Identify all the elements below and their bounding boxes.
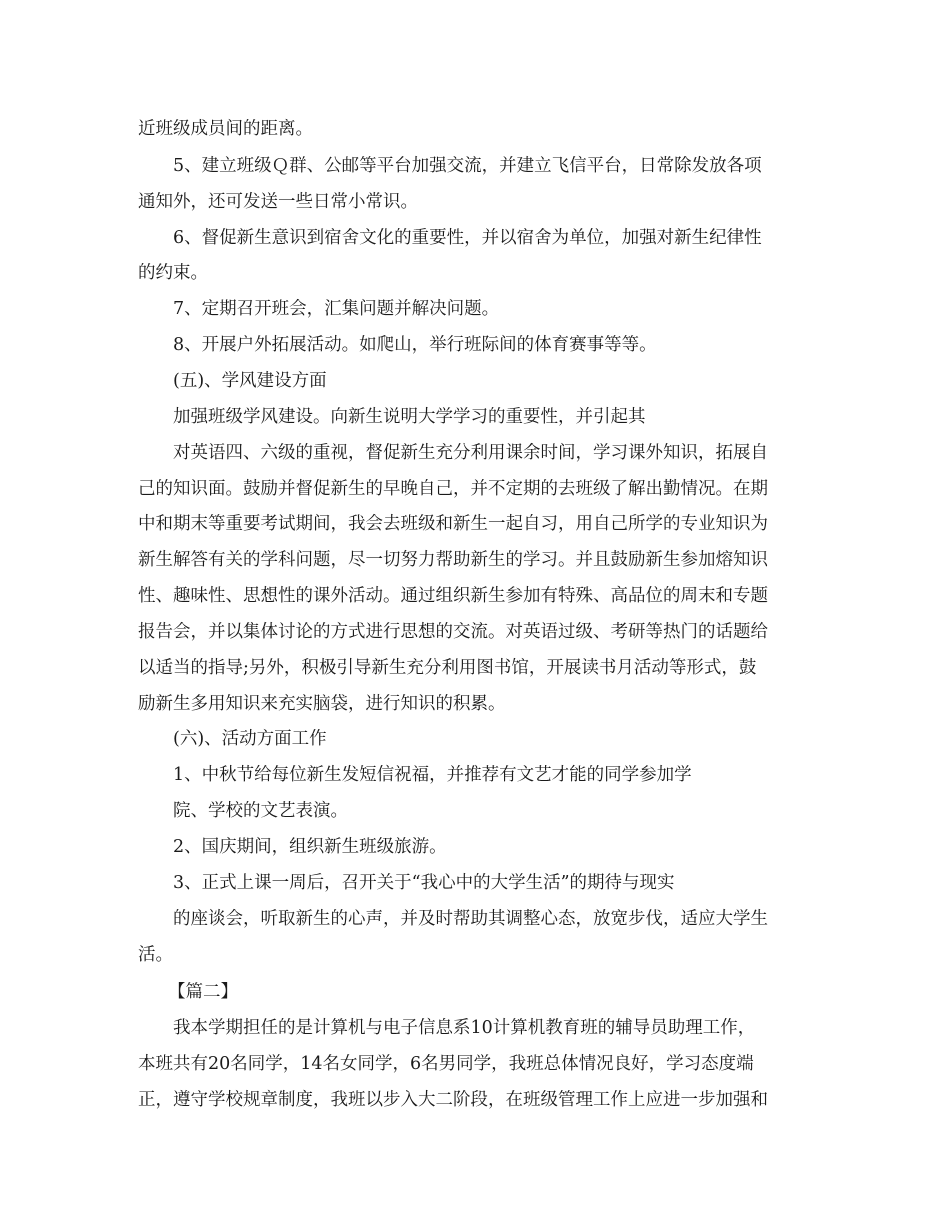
text-line: 加强班级学风建设。向新生说明大学学习的重要性，并引起其 [173,407,646,427]
text-line: 5、建立班级Ｑ群、公邮等平台加强交流，并建立飞信平台，日常除发放各项 [173,156,762,176]
text-line: 正，遵守学校规章制度，我班以步入大二阶段，在班级管理工作上应进一步加强和 [138,1090,768,1110]
text-line: 新生解答有关的学科问题，尽一切努力帮助新生的学习。并且鼓励新生参加熔知识 [138,550,768,570]
text-line: 的约束。 [138,263,208,283]
text-line: 近班级成员间的距离。 [138,119,313,139]
text-line: 3、正式上课一周后，召开关于“我心中的大学生活”的期待与现实 [173,873,675,893]
text-line: 的座谈会，听取新生的心声，并及时帮助其调整心态，放宽步伐，适应大学生 [173,909,768,929]
text-line: 6、督促新生意识到宿舍文化的重要性，并以宿舍为单位，加强对新生纪律性 [173,228,762,248]
text-line: 院、学校的文艺表演。 [173,801,348,821]
part-heading: 【篇二】 [168,982,238,1002]
text-line: 2、国庆期间，组织新生班级旅游。 [173,837,447,857]
text-line: 8、开展户外拓展活动。如爬山，举行班际间的体育赛事等等。 [173,335,657,355]
text-line: 我本学期担任的是计算机与电子信息系10计算机教育班的辅导员助理工作， [173,1018,756,1038]
section-heading: (五)、学风建设方面 [173,371,327,391]
text-line: 以适当的指导;另外，积极引导新生充分利用图书馆，开展读书月活动等形式，鼓 [138,658,757,678]
text-line: 励新生多用知识来充实脑袋，进行知识的积累。 [138,694,506,714]
text-line: 本班共有20名同学，14名女同学，6名男同学，我班总体情况良好，学习态度端 [138,1054,754,1074]
text-line: 报告会，并以集体讨论的方式进行思想的交流。对英语过级、考研等热门的话题给 [138,622,768,642]
text-line: 性、趣味性、思想性的课外活动。通过组织新生参加有特殊、高品位的周末和专题 [138,586,768,606]
text-line: 7、定期召开班会，汇集问题并解决问题。 [173,299,500,319]
text-line: 1、中秋节给每位新生发短信祝福，并推荐有文艺才能的同学参加学 [173,765,692,785]
text-line: 己的知识面。鼓励并督促新生的早晚自己，并不定期的去班级了解出勤情况。在期 [138,479,768,499]
text-line: 对英语四、六级的重视，督促新生充分利用课余时间，学习课外知识，拓展自 [173,443,768,463]
text-line: 通知外，还可发送一些日常小常识。 [138,192,418,212]
text-line: 中和期末等重要考试期间，我会去班级和新生一起自习，用自己所学的专业知识为 [138,514,768,534]
text-line: 活。 [138,945,173,965]
section-heading: (六)、活动方面工作 [173,729,327,749]
